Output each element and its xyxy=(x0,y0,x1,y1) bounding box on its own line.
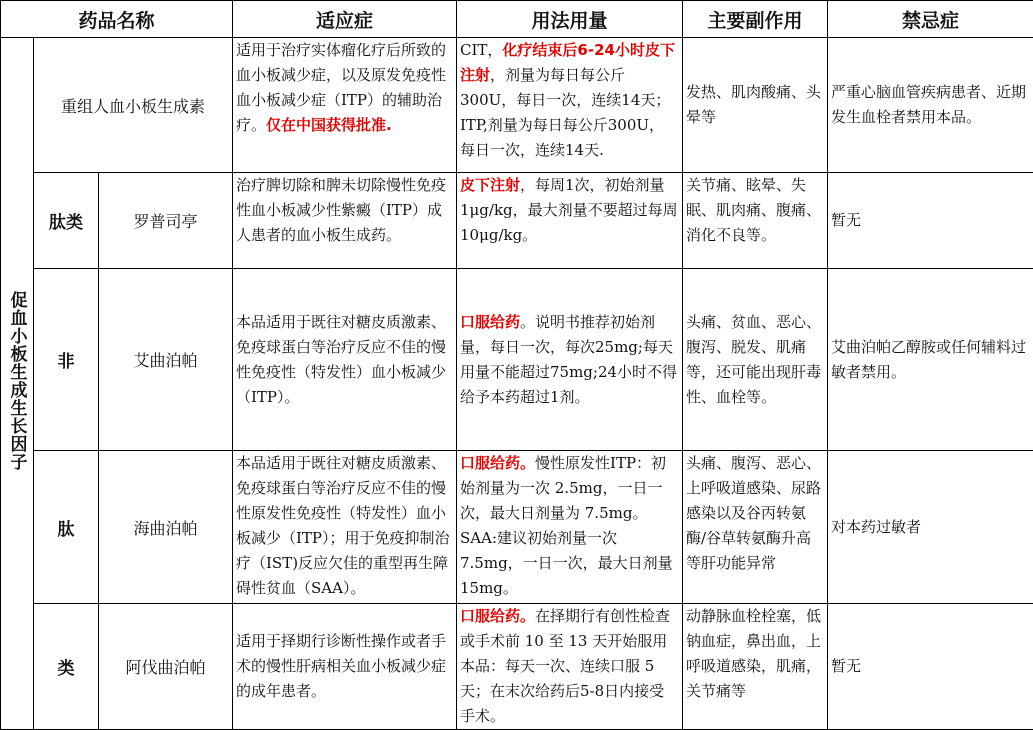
header-row xyxy=(1,1,1033,38)
side-effects-cell: 动静脉血栓栓塞，低钠血症，鼻出血，上呼吸道感染，肌痛，关节痛等 xyxy=(683,604,828,730)
side-effects-cell: 头痛、腹泻、恶心、上呼吸道感染、尿路感染以及谷丙转氨酶/谷草转氨酶升高等肝功能异常 xyxy=(683,451,828,604)
header-indication: 适应症 xyxy=(233,1,457,38)
contraindication-cell: 暂无 xyxy=(828,604,1033,730)
dosage-text: 慢性原发性ITP：初始剂量为一次 2.5mg，一日一次，最大日剂量为 7.5mg。SAA:建议初始剂量一次7.5mg，一日一次，最大日剂量15mg。 xyxy=(460,454,673,597)
contraindication-cell: 严重心脑血管疾病患者、近期发生血栓者禁用本品。 xyxy=(828,38,1033,173)
dosage-highlight: 口服给药。 xyxy=(460,607,535,625)
table-row xyxy=(1,269,1033,451)
header-contraindication: 禁忌症 xyxy=(828,1,1033,38)
category-label: 非 xyxy=(34,269,99,451)
dosage-cell xyxy=(457,173,683,269)
side-effects-cell: 头痛、贫血、恶心、腹泻、脱发、肌痛等，还可能出现肝毒性、血栓等。 xyxy=(683,269,828,451)
header-side-effects: 主要副作用 xyxy=(683,1,828,38)
dosage-text: 。说明书推荐初始剂量，每日一次，每次25mg;每天用量不能超过75mg;24小时不得给予本药超过1剂。 xyxy=(460,313,677,406)
dosage-cell xyxy=(457,269,683,451)
dosage-text: ，剂量为每日每公斤300U，每日一次，连续14天；ITP,剂量为每日每公斤300U，每日一次，连续14天. xyxy=(460,66,670,159)
table-row xyxy=(1,38,1033,173)
dosage-text: ，每周1次，初始剂量1μg/kg，最大剂量不要超过每周10μg/kg。 xyxy=(460,176,678,244)
dosage-cell xyxy=(457,604,683,730)
group-label-cell xyxy=(1,38,34,730)
indication-cell xyxy=(233,38,457,173)
dosage-text: 在择期行有创性检查或手术前 10 至 13 天开始服用本品：每天一次、连续口服 5 天；在末次给药后5-8日内接受手术。 xyxy=(460,607,670,725)
indication-cell: 本品适用于既往对糖皮质激素、免疫球蛋白等治疗反应不佳的慢性原发性免疫性（特发性）血小板减少（ITP）；用于免疫抑制治疗（IST)反应欠佳的重型再生障碍性贫血（SAA）。 xyxy=(233,451,457,604)
side-effects-cell: 关节痛、眩晕、失眠、肌肉痛、腹痛、消化不良等。 xyxy=(683,173,828,269)
drug-name: 艾曲泊帕 xyxy=(99,269,233,451)
drug-name: 海曲泊帕 xyxy=(99,451,233,604)
indication-highlight: 仅在中国获得批准. xyxy=(266,116,392,134)
contraindication-cell: 对本药过敏者 xyxy=(828,451,1033,604)
header-dosage: 用法用量 xyxy=(457,1,683,38)
category-label: 肽类 xyxy=(34,173,99,269)
side-effects-cell: 发热、肌肉酸痛、头晕等 xyxy=(683,38,828,173)
dosage-prefix: CIT， xyxy=(460,41,502,59)
indication-text: 适用于治疗实体瘤化疗后所致的血小板减少症，以及原发免疫性血小板减少症（ITP）的辅助治疗。 xyxy=(236,41,446,134)
dosage-highlight: 皮下注射 xyxy=(460,176,520,194)
category-label: 肽 xyxy=(34,451,99,604)
category-label: 类 xyxy=(34,604,99,730)
contraindication-cell: 暂无 xyxy=(828,173,1033,269)
indication-cell: 适用于择期行诊断性操作或者手术的慢性肝病相关血小板减少症的成年患者。 xyxy=(233,604,457,730)
drug-name: 罗普司亭 xyxy=(99,173,233,269)
drug-name: 重组人血小板生成素 xyxy=(34,38,233,173)
dosage-cell xyxy=(457,38,683,173)
table-row xyxy=(1,173,1033,269)
drug-name: 阿伐曲泊帕 xyxy=(99,604,233,730)
indication-cell: 本品适用于既往对糖皮质激素、免疫球蛋白等治疗反应不佳的慢性免疫性（特发性）血小板减少（ITP）。 xyxy=(233,269,457,451)
header-drug-name: 药品名称 xyxy=(1,1,233,38)
contraindication-cell: 艾曲泊帕乙醇胺或任何辅料过敏者禁用。 xyxy=(828,269,1033,451)
dosage-cell xyxy=(457,451,683,604)
table-row xyxy=(1,604,1033,730)
indication-cell: 治疗脾切除和脾未切除慢性免疫性血小板减少性紫癜（ITP）成人患者的血小板生成药。 xyxy=(233,173,457,269)
group-label: 促血小板生成生长因子 xyxy=(5,291,30,471)
dosage-highlight: 口服给药 xyxy=(460,313,520,331)
table-row xyxy=(1,451,1033,604)
dosage-highlight: 化疗结束后6-24小时皮下注射 xyxy=(460,41,675,84)
dosage-highlight: 口服给药。 xyxy=(460,454,535,472)
